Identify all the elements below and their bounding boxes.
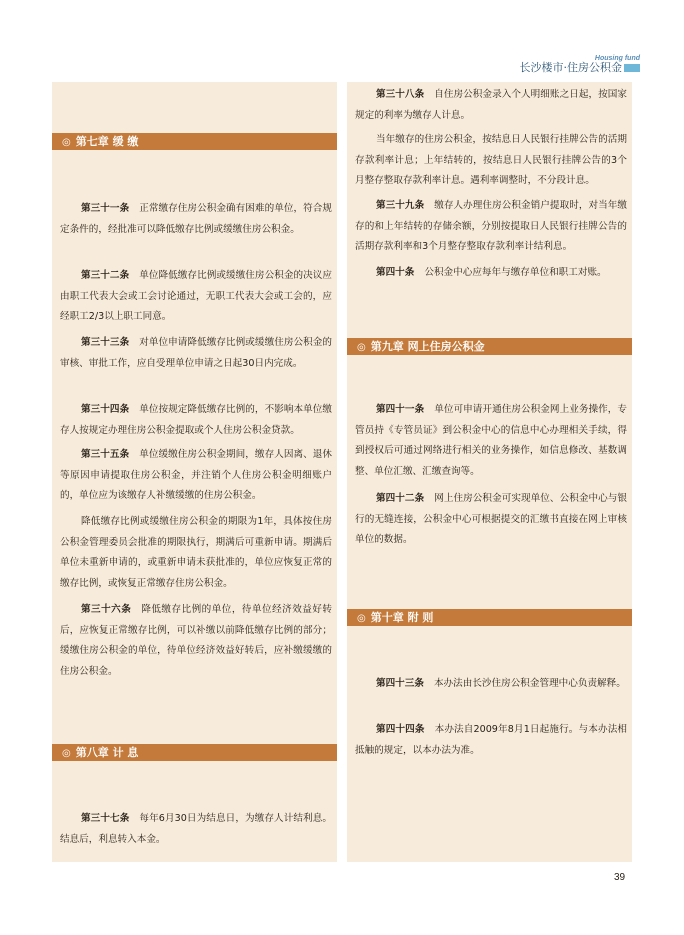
article-43 [355,674,627,695]
chapter-title: 第七章 缓 缴 [75,135,139,148]
article-35 [60,445,332,507]
chapter-title: 第十章 附 则 [370,611,434,624]
article-39 [355,196,627,258]
chapter-title: 第八章 计 息 [75,746,139,759]
circle-bullet-icon: ◎ [62,748,71,759]
article-text: 自住房公积金录入个人明细账之日起，按国家规定的利率为缴存人计息。 [355,89,628,121]
brand-title-text: 长沙楼市·住房公积金 [519,61,622,74]
chapter-10-header [347,609,632,626]
circle-bullet-icon: ◎ [357,613,366,624]
chapter-8-header [52,744,337,761]
article-text: 本办法由长沙住房公积金管理中心负责解释。 [433,678,626,689]
page-number: 39 [614,872,626,883]
article-35-paragraph [60,512,332,594]
circle-bullet-icon: ◎ [357,342,366,353]
article-number: 第四十二条 [376,493,425,504]
article-text: 对单位申请降低缴存比例或缓缴住房公积金的审核、审批工作，应自受理单位申请之日起30日内完成。 [60,337,333,369]
article-41 [355,400,627,482]
article-text: 降低缴存比例的单位，待单位经济效益好转后，应恢复正常缴存比例，可以补缴以前降低缴存比例的部分；缓缴住房公积金的单位，待单位经济效益好转后，应补缴缓缴的住房公积金。 [60,604,333,677]
article-text: 单位降低缴存比例或缓缴住房公积金的决议应由职工代表大会或工会讨论通过，无职工代表大会或工会的，应经职工2/3以上职工同意。 [60,270,333,322]
brand-title [520,62,641,74]
article-42 [355,489,627,551]
article-number: 第四十三条 [376,678,424,689]
article-text: 单位缓缴住房公积金期间，缴存人因离、退休等原因申请提取住房公积金，并注销个人住房公积金明细账户的，单位应为该缴存人补缴缓缴的住房公积金。 [60,449,333,501]
chapter-7-header [52,133,337,150]
article-number: 第四十条 [376,267,415,278]
article-40 [355,263,627,284]
article-text: 单位可申请开通住房公积金网上业务操作，专管员持《专管员证》到公积金中心的信息中心办理相关手续，得到授权后可通过网络进行相关的业务操作，如信息修改、基数调整、单位汇缴、汇缴查询等。 [355,404,628,477]
article-38-paragraph [355,130,627,192]
article-36 [60,600,332,682]
article-text: 单位按规定降低缴存比例的，不影响本单位缴存人按规定办理住房公积金提取或个人住房公积金贷款。 [60,404,333,436]
brand-badge-icon [624,64,640,72]
article-number: 第三十五条 [81,449,130,460]
article-number: 第三十一条 [81,203,130,214]
article-number: 第三十九条 [376,200,425,211]
circle-bullet-icon: ◎ [62,137,71,148]
article-number: 第三十三条 [81,337,130,348]
article-text: 缴存人办理住房公积金销户提取时，对当年缴存的和上年结转的存储余额，分别按提取日人民银行挂牌公告的活期存款利率和3个月整存整取存款利率计结利息。 [355,200,628,252]
article-number: 第三十八条 [376,89,425,100]
article-number: 第四十一条 [376,404,425,415]
article-number: 第三十六条 [81,604,132,615]
article-38 [355,85,627,126]
article-text: 每年6月30日为结息日，为缴存人计结利息。结息后，利息转入本金。 [60,813,333,845]
article-text: 本办法自2009年8月1日起施行。与本办法相抵触的规定，以本办法为准。 [355,724,628,756]
chapter-9-header [347,338,632,355]
right-column [347,82,632,862]
article-number: 第三十二条 [81,270,130,281]
brand-subtitle: Housing fund [594,55,640,62]
article-32 [60,266,332,328]
article-text: 正常缴存住房公积金确有困难的单位，符合规定条件的，经批准可以降低缴存比例或缓缴住房公积金。 [60,203,333,235]
article-31 [60,199,332,240]
article-text: 网上住房公积金可实现单位、公积金中心与银行的无缝连接，公积金中心可根据提交的汇缴书直接在网上审核单位的数据。 [355,493,628,545]
article-37 [60,809,332,850]
article-number: 第三十四条 [81,404,130,415]
article-number: 第四十四条 [376,724,425,735]
left-column [52,82,337,862]
article-34 [60,400,332,441]
chapter-title: 第九章 网上住房公积金 [370,340,485,353]
article-44 [355,720,627,761]
article-text: 当年缴存的住房公积金，按结息日人民银行挂牌公告的活期存款利率计息；上年结转的，按结息日人民银行挂牌公告的3个月整存整取存款利率计息。遇利率调整时，不分段计息。 [355,134,627,186]
article-33 [60,333,332,374]
brand-logo [520,55,641,74]
article-text: 公积金中心应每年与缴存单位和职工对账。 [424,267,607,278]
article-number: 第三十七条 [81,813,130,824]
article-text: 降低缴存比例或缓缴住房公积金的期限为1年，具体按住房公积金管理委员会批准的期限执行，期满后可重新申请。期满后单位未重新申请的，或重新申请未获批准的，单位应恢复正常的缴存比例，或恢复正常缴存住房公积金。 [60,516,332,589]
